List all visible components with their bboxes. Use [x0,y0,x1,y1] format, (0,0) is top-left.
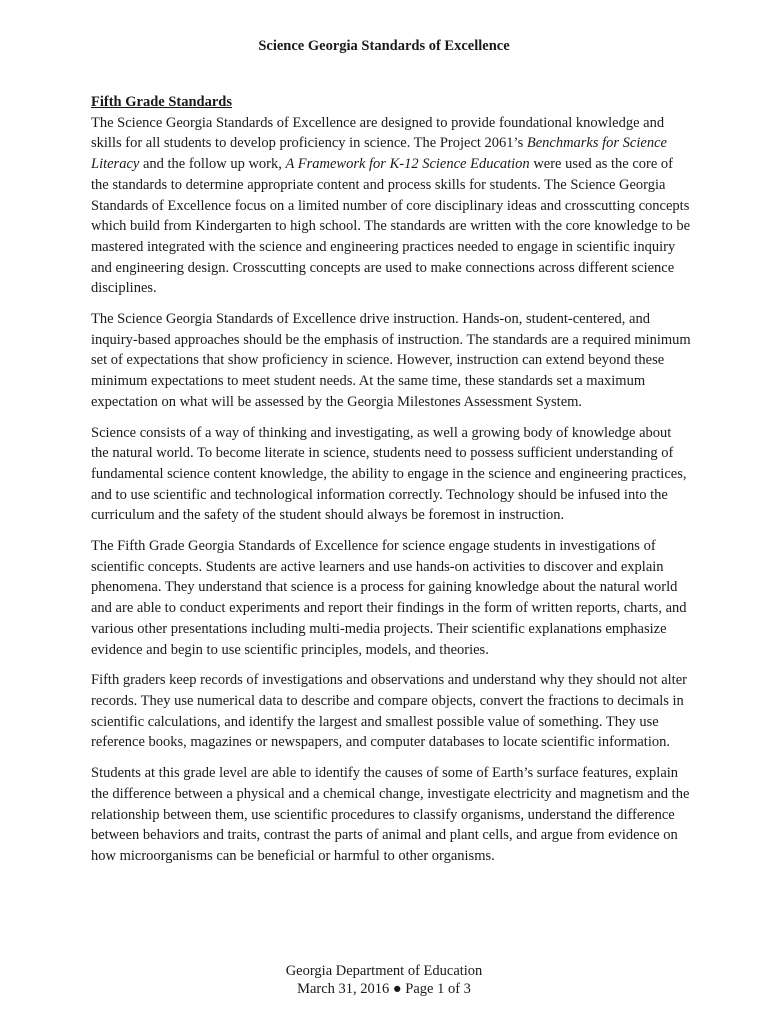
paragraph-grade-level-skills: Students at this grade level are able to identify the causes of some of Earth’s surface features, explain the difference between a physical and a chemical change, investigate electricity and magnetism and the relationship between them, use scientific procedures to classify organisms, understand the difference between behaviors and traits, contrast the parts of animal and plant cells, and argue from evidence on how microorganisms can be beneficial or harmful to other organisms. [91,765,690,864]
paragraph-records: Fifth graders keep records of investigations and observations and understand why they should not alter records. They use numerical data to describe and compare objects, convert the fractions to decimals in scientific calculations, and identify the largest and smallest possible value of something. They use reference books, magazines or newspapers, and computer databases to locate scientific information. [91,672,687,751]
page-footer [0,962,768,998]
paragraph-intro-text-c: were used as the core of the standards to determine appropriate content and process skills for students. The Science Georgia Standards of Excellence focus on a limited number of core disciplinary ideas and crosscutting concepts which build from Kindergarten to high school. The standards are written with the core knowledge to be mastered integrated with the science and engineering practices needed to engage in scientific inquiry and engineering design. Crosscutting concepts are used to make connections across different science disciplines. [91,156,691,297]
paragraph-fifth-grade-overview: The Fifth Grade Georgia Standards of Excellence for science engage students in investigations of scientific concepts. Students are active learners and use hands-on activities to discover and explain phenomena. They understand that science is a process for gaining knowledge about the natural world and are able to conduct experiments and report their findings in the form of written reports, charts, and various other presentations including multi-media projects. Their scientific explanations emphasize evidence and begin to use scientific principles, models, and theories. [91,538,687,658]
document-body [91,92,691,867]
paragraph-intro-text-b: and the follow up work, [139,156,286,173]
section-heading: Fifth Grade Standards [91,94,232,110]
paragraph-instruction: The Science Georgia Standards of Excellence drive instruction. Hands-on, student-centered, and inquiry-based approaches should be the emphasis of instruction. The standards are a required minimum set of expectations that show proficiency in science. However, instruction can extend beyond these minimum expectations to meet student needs. At the same time, these standards set a maximum expectation on what will be assessed by the Georgia Milestones Assessment System. [91,311,691,410]
footer-date-page: March 31, 2016 ● Page 1 of 3 [297,981,471,997]
document-title: Science Georgia Standards of Excellence [258,38,510,54]
footer-department: Georgia Department of Education [285,963,483,979]
benchmarks-title: Benchmarks for Science Literacy [91,135,667,173]
paragraph-intro-text-a: The Science Georgia Standards of Excellence are designed to provide foundational knowledge and skills for all students to develop proficiency in science. The Project 2061’s [91,114,665,152]
paragraph-intro [91,113,691,299]
paragraph-science-literacy: Science consists of a way of thinking and investigating, as well a growing body of knowledge about the natural world. To become literate in science, students need to possess sufficient understanding of fundamental science content knowledge, the ability to engage in the science and engineering practices, and to use scientific and technological information correctly. Technology should be infused into the curriculum and the safety of the student should always be foremost in instruction. [91,424,687,524]
framework-title: A Framework for K-12 Science Education [285,156,530,173]
